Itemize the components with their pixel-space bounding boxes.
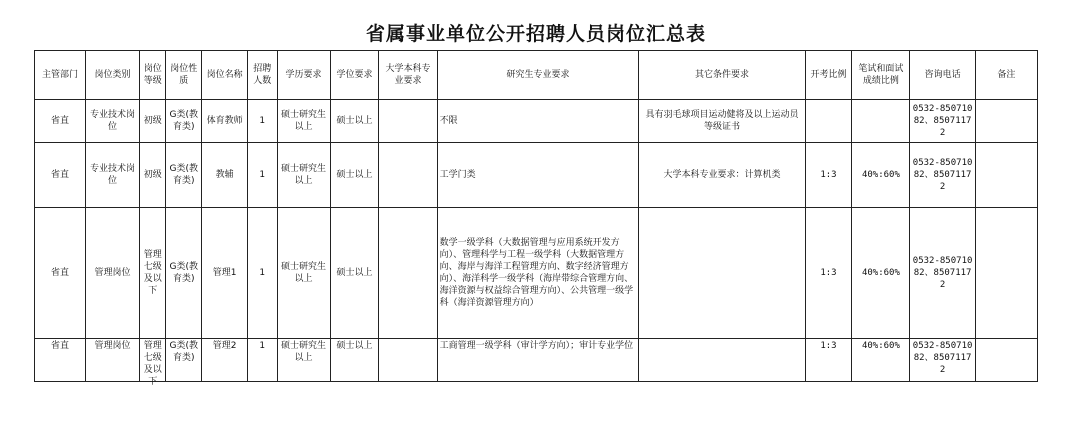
header-cell: 岗位名称 <box>202 51 248 100</box>
note-cell <box>975 339 1037 382</box>
education-cell: 硕士研究生以上 <box>277 208 330 339</box>
grad-major-cell: 工商管理一级学科（审计学方向）；审计专业学位 <box>437 339 639 382</box>
nature-cell: G类(教育类) <box>166 100 202 143</box>
header-cell: 咨询电话 <box>910 51 975 100</box>
count-cell: 1 <box>248 100 278 143</box>
degree-cell: 硕士以上 <box>330 143 379 208</box>
header-cell: 学位要求 <box>330 51 379 100</box>
header-cell: 学历要求 <box>277 51 330 100</box>
spreadsheet <box>34 18 1038 387</box>
header-cell: 开考比例 <box>805 51 852 100</box>
header-cell: 岗位等级 <box>139 51 166 100</box>
level-cell: 初级 <box>139 100 166 143</box>
other-requirements-cell <box>639 208 805 339</box>
level-text: 管理七级及以下 <box>143 341 162 387</box>
category-cell: 专业技术岗位 <box>85 143 139 208</box>
degree-cell: 硕士以上 <box>330 339 379 382</box>
dept-cell: 省直 <box>35 100 86 143</box>
score-ratio-cell: 40%:60% <box>852 208 910 339</box>
other-requirements-cell <box>639 339 805 382</box>
score-ratio-cell: 40%:60% <box>852 143 910 208</box>
count-cell: 1 <box>248 143 278 208</box>
dept-cell: 省直 <box>35 339 86 382</box>
header-cell: 笔试和面试成绩比例 <box>852 51 910 100</box>
education-cell: 硕士研究生以上 <box>277 143 330 208</box>
nature-cell: G类(教育类) <box>166 143 202 208</box>
phone-cell: 0532-85071082、85071172 <box>910 339 975 382</box>
level-cell: 管理七级及以下 <box>139 208 166 339</box>
header-cell: 主管部门 <box>35 51 86 100</box>
exam-ratio-cell <box>805 100 852 143</box>
category-cell: 专业技术岗位 <box>85 100 139 143</box>
bachelor-major-cell <box>379 100 437 143</box>
degree-cell: 硕士以上 <box>330 208 379 339</box>
table-row <box>35 143 1038 208</box>
exam-ratio-cell: 1:3 <box>805 143 852 208</box>
other-requirements-cell: 具有羽毛球项目运动健将及以上运动员等级证书 <box>639 100 805 143</box>
count-cell: 1 <box>248 208 278 339</box>
note-cell <box>975 208 1037 339</box>
category-cell: 管理岗位 <box>85 208 139 339</box>
header-cell: 大学本科专业要求 <box>379 51 437 100</box>
table-row <box>35 339 1038 382</box>
education-cell: 硕士研究生以上 <box>277 100 330 143</box>
nature-cell: G类(教育类) <box>166 339 202 382</box>
note-cell <box>975 143 1037 208</box>
grad-major-cell: 工学门类 <box>437 143 639 208</box>
header-cell: 岗位性质 <box>166 51 202 100</box>
table-row <box>35 100 1038 143</box>
note-cell <box>975 100 1037 143</box>
degree-cell: 硕士以上 <box>330 100 379 143</box>
phone-cell: 0532-85071082、85071172 <box>910 208 975 339</box>
dept-cell: 省直 <box>35 208 86 339</box>
table-title: 省属事业单位公开招聘人员岗位汇总表 <box>365 23 706 45</box>
bachelor-major-cell <box>379 208 437 339</box>
dept-cell: 省直 <box>35 143 86 208</box>
phone-cell: 0532-85071082、85071172 <box>910 143 975 208</box>
nature-cell: G类(教育类) <box>166 208 202 339</box>
header-cell: 研究生专业要求 <box>437 51 639 100</box>
position-name-cell: 体育教师 <box>202 100 248 143</box>
header-cell: 备注 <box>975 51 1037 100</box>
recruitment-table <box>34 50 1038 387</box>
count-cell: 1 <box>248 339 278 382</box>
score-ratio-cell: 40%:60% <box>852 339 910 382</box>
position-name-cell: 管理2 <box>202 339 248 382</box>
table-row <box>35 208 1038 339</box>
category-cell: 管理岗位 <box>85 339 139 382</box>
header-cell: 岗位类别 <box>85 51 139 100</box>
score-ratio-cell <box>852 100 910 143</box>
level-cell <box>139 339 166 387</box>
bachelor-major-cell <box>379 339 437 382</box>
bachelor-major-cell <box>379 143 437 208</box>
header-cell: 招聘人数 <box>248 51 278 100</box>
position-name-cell: 教辅 <box>202 143 248 208</box>
exam-ratio-cell: 1:3 <box>805 339 852 382</box>
exam-ratio-cell: 1:3 <box>805 208 852 339</box>
position-name-cell: 管理1 <box>202 208 248 339</box>
header-cell: 其它条件要求 <box>639 51 805 100</box>
grad-major-cell: 数学一级学科（大数据管理与应用系统开发方向）、管理科学与工程一级学科（大数据管理方向、海岸与海洋工程管理方向、数字经济管理方向）、海洋科学一级学科（海岸带综合管理方向、海洋资源与权益综合管理方向）、公共管理一级学科（海洋资源管理方向） <box>437 208 639 339</box>
header-row <box>35 51 1038 100</box>
education-cell: 硕士研究生以上 <box>277 339 330 382</box>
other-requirements-cell: 大学本科专业要求：计算机类 <box>639 143 805 208</box>
phone-cell: 0532-85071082、85071172 <box>910 100 975 143</box>
level-cell: 初级 <box>139 143 166 208</box>
grad-major-cell: 不限 <box>437 100 639 143</box>
